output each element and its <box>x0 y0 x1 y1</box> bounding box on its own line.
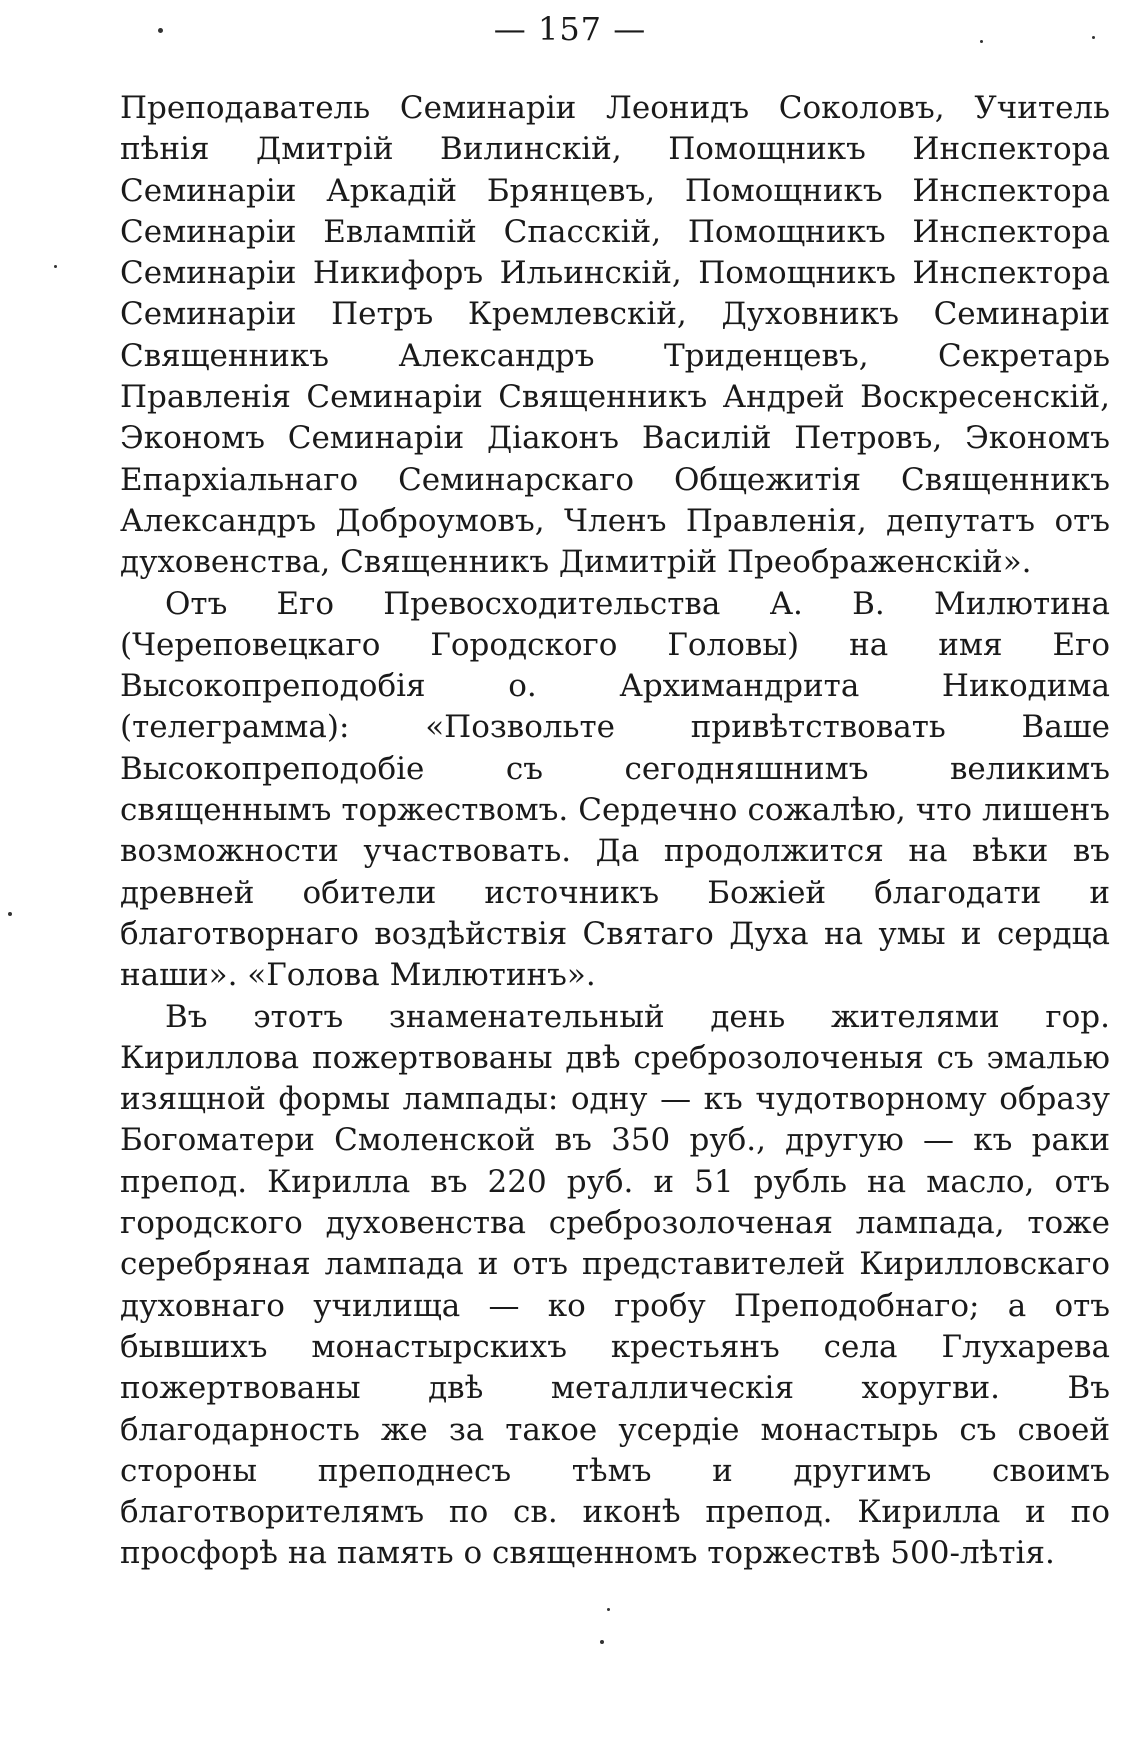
scan-speck <box>607 1608 610 1611</box>
scan-speck <box>54 265 57 268</box>
paragraph-3: Въ этотъ знаменательный день жителями гор. Кириллова пожертвованы двѣ среброзолоченыя съ эмалью изящной формы лампады: одну — къ чудотворному образу Богоматери Смоленской въ 350 руб., другую — къ раки препод. Кирилла въ 220 руб. и 51 рубль на масло, отъ городского духовенства среброзолоченая лампада, тоже серебряная лампада и отъ представителей Кирилловскаго духовнаго училища — ко гробу Преподобнаго; а отъ бывшихъ монастырскихъ крестьянъ села Глухарева пожертвованы двѣ металлическія хоругви. Въ благодарность же за такое усердіе монастырь съ своей стороны преподнесъ тѣмъ и другимъ своимъ благотворителямъ по св. иконѣ препод. Кирилла и по просфорѣ на память о священномъ торжествѣ 500-лѣтія. <box>120 998 1110 1572</box>
body-text <box>120 88 1110 1575</box>
scan-speck <box>158 28 163 33</box>
scan-speck <box>600 1640 604 1644</box>
scan-speck <box>980 40 983 43</box>
paragraph-2: Отъ Его Превосходительства А. В. Милютина (Череповецкаго Городского Головы) на имя Его Высокопреподобія о. Архимандрита Никодима (телеграмма): «Позвольте привѣтствовать Ваше Высокопреподобіе съ сегодняшнимъ великимъ священнымъ торжествомъ. Сердечно сожалѣю, что лишенъ возможности участвовать. Да продолжится на вѣки въ древней обители источникъ Божіей благодати и благотворнаго воздѣйствія Святаго Духа на умы и сердца наши». «Голова Милютинъ». <box>120 585 1110 994</box>
scan-speck <box>8 912 12 916</box>
scan-speck <box>1092 36 1095 39</box>
paragraph-1: Преподаватель Семинаріи Леонидъ Соколовъ, Учитель пѣнія Дмитрій Вилинскій, Помощникъ Инспектора Семинаріи Аркадій Брянцевъ, Помощникъ Инспектора Семинаріи Евлампій Спасскій, Помощникъ Инспектора Семинаріи Никифоръ Ильинскій, Помощникъ Инспектора Семинаріи Петръ Кремлевскій, Духовникъ Семинаріи Священникъ Александръ Триденцевъ, Секретарь Правленія Семинаріи Священникъ Андрей Воскресенскій, Экономъ Семинаріи Діаконъ Василій Петровъ, Экономъ Епархіальнаго Семинарскаго Общежитія Священникъ Александръ Доброумовъ, Членъ Правленія, депутатъ отъ духовенства, Священникъ Димитрій Преображенскій». <box>120 90 1110 581</box>
page-number: — 157 — <box>493 10 647 48</box>
